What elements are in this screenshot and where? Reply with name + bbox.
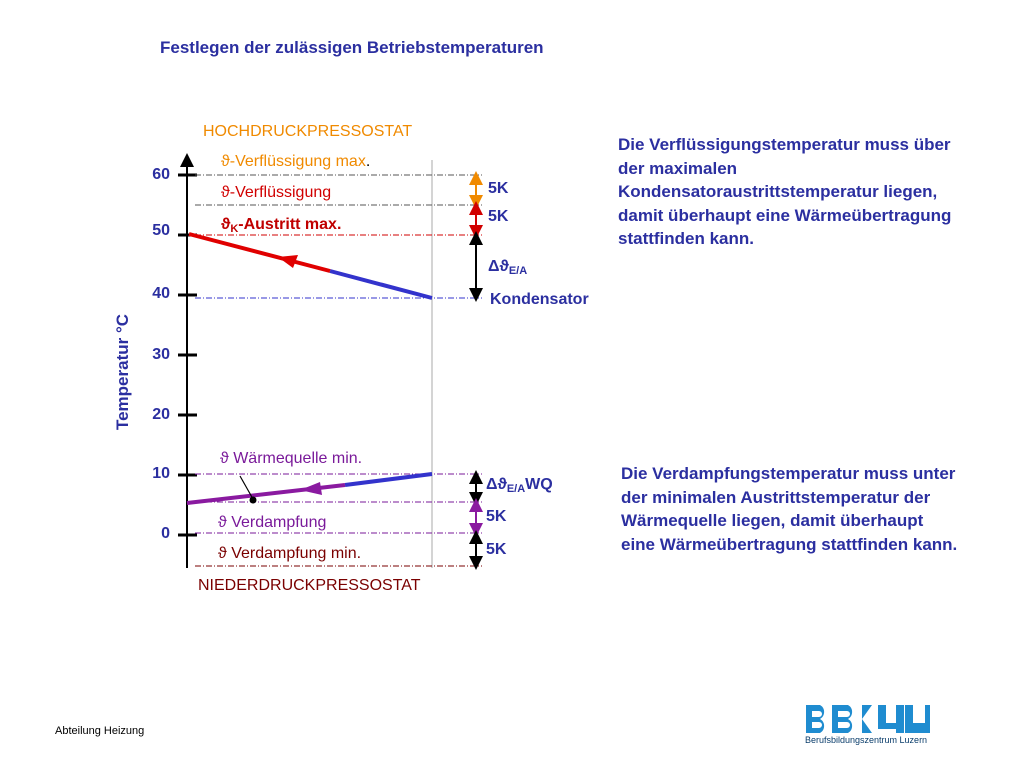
condenser-label: Kondensator [490,291,589,308]
bbz-logo [806,705,930,733]
tick-label-60: 60 [152,166,170,183]
evaporator-explanation: Die Verdampfungstemperatur muss unter der minimalen Austrittstemperatur der Wärmequelle liegen, damit überhaupt eine Wärmeübertragung stattfinden kann. [621,464,958,554]
footer-department: Abteilung Heizung [55,725,145,737]
y-axis-title: Temperatur °C [113,313,132,431]
label-waermequelle-min: ϑ Wärmequelle min. [220,450,363,467]
source-min-dot [250,497,257,504]
tick-label-40: 40 [152,285,170,302]
delta-condenser-label: $\Delta ϑ_{E/A}$ [488,258,528,277]
label-verfluessigung: ϑ-Verflüssigung [221,184,332,201]
high-pressure-header: HOCHDRUCKPRESSOSTAT [203,123,413,140]
label-austritt-max: $ϑ_K$-Austritt max. [221,216,342,235]
tick-label-50: 50 [152,222,170,239]
label-verdampfung: ϑ Verdampfung [218,514,327,531]
interval-label-5k-upper-2: 5K [488,208,509,225]
delta-source-label: $\Delta ϑ_{E/A}WQ$ [486,476,553,495]
condenser-line-red [189,234,330,271]
condenser-flow-arrow [278,255,298,268]
label-verdampfung-min: ϑ Verdampfung min. [218,545,362,562]
condenser-line-blue [330,271,432,298]
tick-label-30: 30 [152,346,170,363]
low-pressure-header: NIEDERDRUCKPRESSOSTAT [198,577,421,594]
interval-label-5k-lower-2: 5K [486,541,507,558]
interval-label-5k-upper-1: 5K [488,180,509,197]
tick-label-20: 20 [152,406,170,423]
label-verfluessigung-max: ϑ-Verflüssigung max. [221,153,371,170]
condenser-explanation: Die Verflüssigungstemperatur muss über der maximalen Kondensatoraustrittstemperatur liegen, damit überhaupt eine Wärmeübertragung stattfinden kann. [618,135,952,248]
interval-label-5k-lower-1: 5K [486,508,507,525]
source-line-blue [345,474,432,485]
logo-caption: Berufsbildungszentrum Luzern [805,735,928,745]
tick-label-10: 10 [152,465,170,482]
page-title: Festlegen der zulässigen Betriebstemperaturen [160,38,544,57]
tick-label-0: 0 [161,525,170,542]
